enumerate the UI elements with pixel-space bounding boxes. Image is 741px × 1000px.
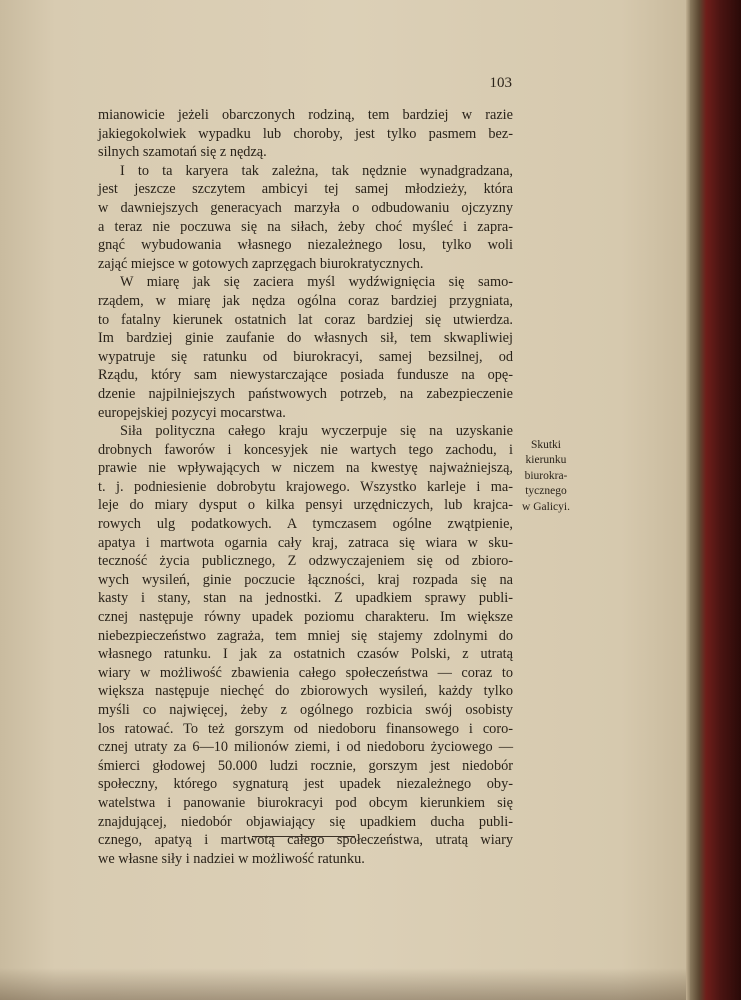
text-line: wypatruje się ratunku od biurokracyi, samej bezsilnej, od: [98, 348, 513, 365]
text-line: drobnych faworów i koncesyjek nie wartych tego zachodu, i: [98, 441, 513, 458]
text-line: jest jeszcze szczytem ambicyi tej samej młodzieży, która: [98, 181, 513, 198]
margin-note-line: w Galicyi.: [522, 500, 570, 513]
text-line: kasty i stany, stan na jednostki. Z upadkiem sprawy publi-: [98, 590, 513, 607]
text-line: to fatalny kierunek ostatnich lat coraz bardziej się utwierdza.: [98, 311, 513, 328]
text-line: niebezpieczeństwo zagraża, tem mniej się stajemy zdolnymi do: [98, 627, 513, 644]
text-line: a teraz nie poczuwa się na siłach, żeby choć myśleć i zapra-: [98, 218, 513, 235]
end-rule: [252, 836, 355, 837]
text-line: wiary w możliwość zbawienia całego społeczeństwa — coraz to: [98, 664, 513, 681]
text-line: europejskiej pozycyi mocarstwa.: [98, 404, 286, 421]
text-line: rowych ulg podatkowych. A tymczasem ogólne zwątpienie,: [98, 516, 513, 533]
text-line: teczność życia publicznego, Z odzwyczajeniem się od zbioro-: [98, 553, 513, 570]
text-line: cznego, apatyą i martwotą całego społeczeństwa, utratą wiary: [98, 832, 513, 849]
text-line: mianowicie jeżeli obarczonych rodziną, tem bardziej w razie: [98, 107, 513, 123]
page-bottom-shadow: [0, 968, 690, 1000]
text-line: watelstwa i panowanie biurokracyi pod obcym kierunkiem się: [98, 794, 513, 811]
text-line: leje do miary dysput o kilka pensyi urzędniczych, lub krajca-: [98, 497, 513, 514]
body-text: [98, 106, 513, 868]
book-binding: [690, 0, 741, 1000]
text-line: t. j. podniesienie dobrobytu krajowego. Wszystko karleje i ma-: [98, 478, 513, 495]
text-line: gnąć wybudowania własnego niezależnego losu, tylko woli: [98, 237, 513, 254]
text-line: wych wysileń, ginie poczucie łączności, kraj rozpada się na: [98, 571, 513, 588]
text-line: cznej następuje równy upadek poziomu charakteru. Im większe: [98, 609, 513, 626]
page-number: 103: [489, 75, 512, 91]
margin-note: [515, 438, 577, 515]
text-line: I to ta karyera tak zależna, tak nędznie wynadgradzana,: [120, 162, 513, 179]
text-line: Im bardziej ginie zaufanie do własnych sił, tem skwapliwiej: [98, 330, 513, 347]
text-line: znajdującej, niedobór objawiający się upadkiem ducha publi-: [98, 813, 513, 830]
text-line: Rządu, który sam niewystarczające posiada fundusze na opę-: [98, 367, 513, 384]
margin-note-line: Skutki: [530, 439, 562, 451]
text-line: większa następuje niechęć do zbiorowych wysileń, każdy tylko: [98, 683, 513, 700]
text-line: rządem, w miarę jak nędza ogólna coraz bardziej przygniata,: [98, 292, 513, 309]
text-line: W miarę jak się zaciera myśl wydźwignięcia się samo-: [120, 274, 513, 291]
margin-note-line: biurokra-: [524, 469, 568, 482]
text-line: cznej utraty za 6—10 milionów ziemi, i od niedoboru życiowego —: [98, 739, 513, 756]
text-line: śmierci głodowej 50.000 ludzi rocznie, gorszym jest niedobór: [98, 757, 513, 774]
text-line: los ratować. To też gorszym od niedoboru finansowego i coro-: [98, 720, 513, 737]
text-line: Siła polityczna całego kraju wyczerpuje się na uzyskanie: [120, 423, 513, 440]
text-line: myśli co najwięcej, żeby z ogólnego rozbicia swój osobisty: [98, 702, 513, 718]
margin-note-line: kierunku: [525, 454, 567, 467]
text-line: we własne siły i nadziei w możliwość ratunku.: [98, 850, 365, 867]
text-line: silnych szamotań się z nędzą.: [98, 144, 267, 161]
text-line: własnego ratunku. I jak za ostatnich czasów Polski, z utratą: [98, 646, 513, 663]
text-line: prawie nie wpływających w niczem na kwestyę najważniejszą,: [98, 460, 513, 477]
text-line: jakiegokolwiek wypadku lub choroby, jest tylko pasmem bez-: [98, 125, 513, 142]
text-line: w dawniejszych generacyach marzyła o odbudowaniu ojczyzny: [98, 199, 513, 216]
text-line: zająć miejsce w gotowych zaprzęgach biurokratycznych.: [98, 255, 424, 272]
text-line: apatya i martwota ogarnia cały kraj, zatraca się wiara w sku-: [98, 534, 513, 551]
text-line: dzenie najpilniejszych państwowych potrzeb, na zabezpieczenie: [98, 385, 513, 402]
text-line: społeczny, którego sygnaturą jest upadek niezależnego oby-: [98, 776, 513, 793]
margin-note-line: tycznego: [525, 485, 567, 498]
